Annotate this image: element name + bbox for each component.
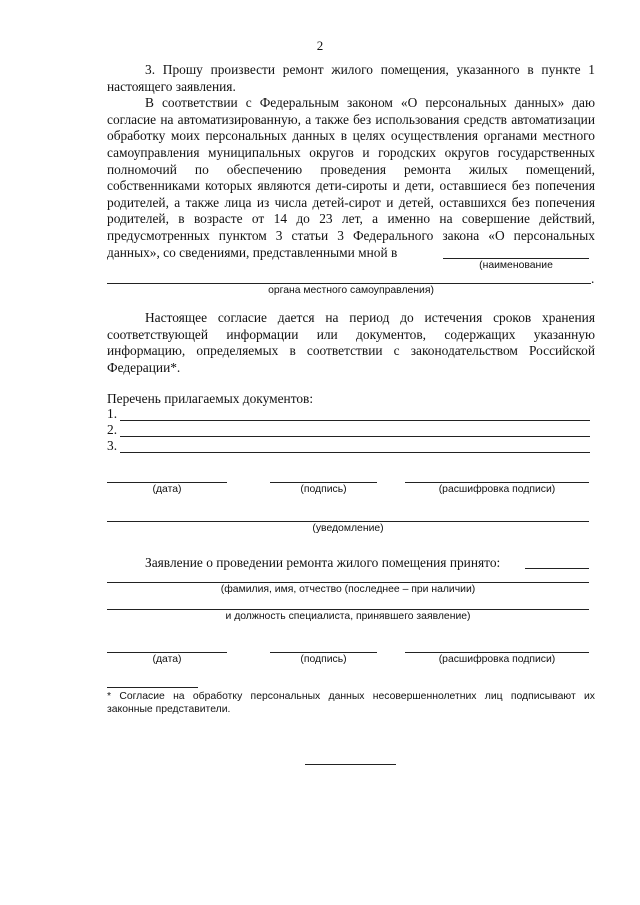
period-paragraph: Настоящее согласие дается на период до истечения сроков хранения соответствующей информации или документов, содержащих указанную информацию, определяемых в соответствии с законодательством Российской Федерации*. [107,310,595,375]
position-line [107,609,589,610]
doc-item-2-label: 2. [107,422,118,437]
page-number: 2 [316,38,324,53]
doc-item-3-label: 3. [107,438,118,453]
doc-item-1-label: 1. [107,406,118,421]
authority-name-line-2 [107,283,591,284]
caption-name-part1: (наименование [479,260,553,271]
caption-decode-2: (расшифровка подписи) [438,654,556,665]
consent-text: В соответствии с Федеральным законом «О персональных данных» даю согласие на автоматизированную, а также без использования средств автоматизации обработку моих персональных данных в целях осуществления органами местного самоуправления муниципальных округов и городских округов государственных полномочий по обеспечению проведения ремонта жилых помещений, собственниками которых являются дети-сироты и дети, оставшиеся без попечения родителей, а также лица из числа детей-сирот и детей, оставшихся без попечения родителей, в возрасте от 14 до 23 лет, а именно на совершение действий, предусмотренных пунктом 3 статьи 3 Федерального закона «О персональных данных», со сведениями, представленными мной в [107,95,595,260]
caption-date-2: (дата) [152,654,182,665]
caption-decode-1: (расшифровка подписи) [438,484,556,495]
caption-notice: (уведомление) [312,523,384,534]
signature-line-1 [270,482,377,483]
caption-signature-1: (подпись) [300,484,347,495]
accepted-line [525,568,589,569]
authority-name-line [443,258,589,259]
footnote: * Согласие на обработку персональных данных несовершеннолетних лиц подписывают их законные представители. [107,691,595,715]
trailing-dot: . [591,271,595,286]
fio-line [107,582,589,583]
caption-signature-2: (подпись) [300,654,347,665]
caption-date-1: (дата) [152,484,182,495]
paragraph-3: 3. Прошу произвести ремонт жилого помещения, указанного в пункте 1 настоящего заявления. [107,62,595,94]
end-rule [305,764,396,765]
doc-item-3-line [120,452,590,453]
accepted-text: Заявление о проведении ремонта жилого помещения принято: [145,555,501,570]
doc-item-2-line [120,436,590,437]
footnote-separator [107,687,198,688]
docs-title: Перечень прилагаемых документов: [107,391,314,406]
signature-line-2 [270,652,377,653]
caption-name-part2: органа местного самоуправления) [268,285,434,296]
caption-position: и должность специалиста, принявшего заявление) [225,611,471,622]
decode-line-2 [405,652,589,653]
decode-line-1 [405,482,589,483]
notice-line [107,521,589,522]
doc-item-1-line [120,420,590,421]
date-line-2 [107,652,227,653]
date-line-1 [107,482,227,483]
consent-paragraph [107,95,595,261]
caption-fio: (фамилия, имя, отчество (последнее – при наличии) [220,584,476,595]
